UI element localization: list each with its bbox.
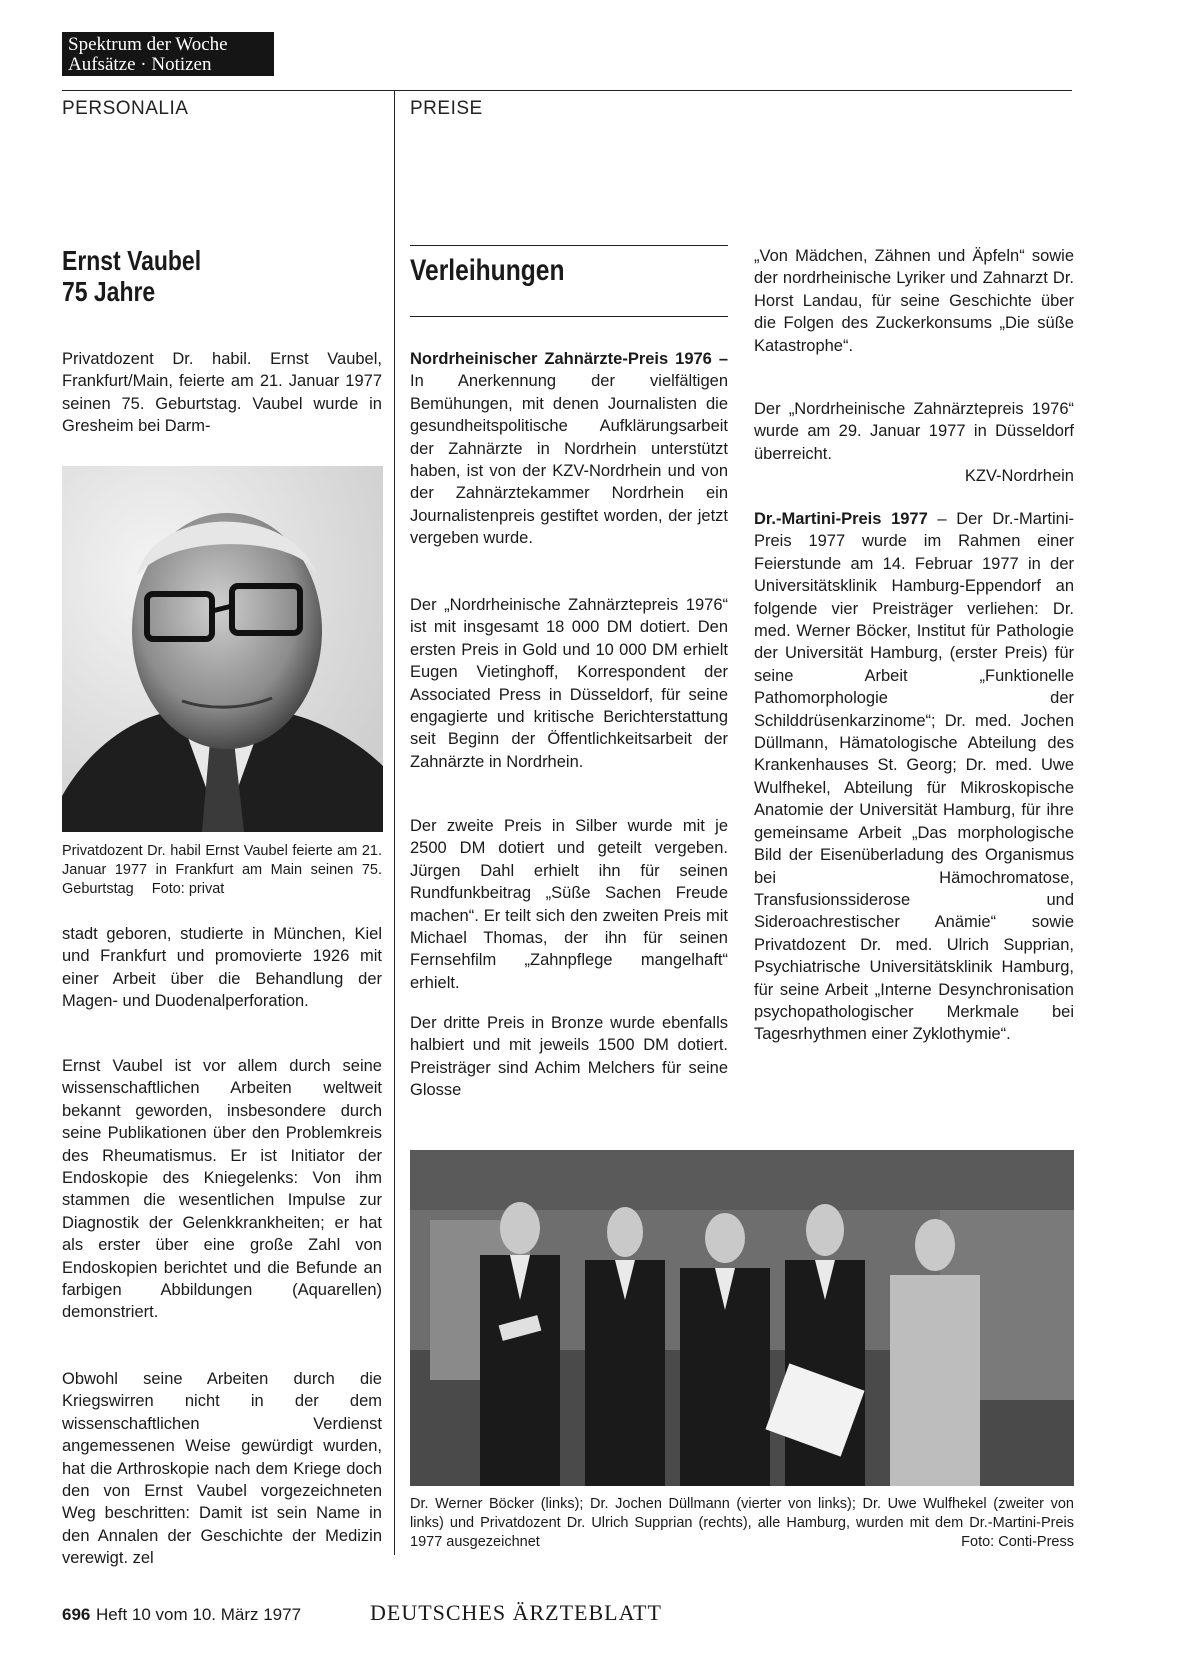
vaubel-paragraph-1: Privatdozent Dr. habil. Ernst Vaubel, Frankfurt/Main, feierte am 21. Januar 1977 seinen 75. Geburtstag. Vaubel wurde in Gresheim bei Darm- (62, 350, 382, 436)
preise-paragraph-5: „Von Mädchen, Zähnen und Äpfeln“ sowie der nordrheinische Lyriker und Zahnarzt Dr. Horst Landau, für seine Geschichte über die Folgen des Zuckerkonsums „Die süße Katastrophe“. (754, 247, 1074, 355)
preise-paragraph-3: Der zweite Preis in Silber wurde mit je 2500 DM dotiert und geteilt vergeben. Jürgen Dahl erhielt ihn für seinen Rundfunkbeitrag „Süße Sachen Freude machen“. Er teilt sich den zweiten Preis mit Michael Thomas, der ihn für seinen Fernsehfilm „Zahnpflege mangelhaft“ erhielt. (410, 817, 728, 992)
portrait-photo-credit: Foto: privat (151, 881, 225, 897)
masthead-line-1: Spektrum der Woche (68, 34, 228, 55)
preise-paragraph-1 (410, 348, 728, 550)
masthead-line-2: Aufsätze · Notizen (68, 54, 212, 75)
portrait-illustration (62, 466, 383, 832)
section-label-personalia: PERSONALIA (62, 98, 189, 119)
vaubel-paragraph-3: Ernst Vaubel ist vor allem durch seine wissenschaftlichen Arbeiten weltweit bekannt geworden, insbesondere durch seine Publikationen über den Problemkreis des Rheumatismus. Er ist Initiator der Endoskopie des Kniegelenks: Von ihm stammen die wesentlichen Impulse zur Diagnostik der Gelenkkrankheiten; er hat als erster über eine große Zahl von Endoskopien berichtet und die Befunde an farbigen Abbildungen (Aquarellen) demonstriert. (62, 1057, 382, 1322)
article-headline-verleihungen: Verleihungen (410, 254, 565, 287)
portrait-caption-text: Privatdozent Dr. habil Ernst Vaubel feierte am 21. Januar 1977 in Frankfurt am Main seinen 75. Geburtstag (62, 843, 382, 897)
group-photo-illustration (410, 1150, 1074, 1486)
author-signature: zel (132, 1549, 154, 1568)
column-divider (394, 90, 395, 1555)
headline-rule-top (410, 245, 728, 246)
headline-rule-bottom (410, 316, 728, 317)
group-photo-caption (410, 1495, 1074, 1552)
preise-paragraph-6: Der „Nordrheinische Zahnärztepreis 1976“ wurde am 29. Januar 1977 in Düsseldorf überreicht. (754, 400, 1074, 463)
masthead-box (62, 32, 274, 76)
award-text-zahnaerzte: In Anerkennung der vielfältigen Bemühungen, mit denen Journalisten die gesundheitspolitische Aufklärungsarbeit der Zahnärzte in Nordrhein unterstützt haben, ist von der KZV-Nordrhein und von der Zahnärztekammer Nordrhein ein Journalistenpreis gestiftet worden, der jetzt vergeben wurde. (410, 372, 728, 548)
vaubel-paragraph-4 (62, 1368, 382, 1570)
award-title-martini: Dr.-Martini-Preis 1977 (754, 510, 928, 528)
section-label-preise: PREISE (410, 98, 483, 119)
group-photo-martini-preis (410, 1150, 1074, 1486)
portrait-photo-vaubel (62, 466, 383, 832)
vaubel-paragraph-2: stadt geboren, studierte in München, Kiel und Frankfurt und promovierte 1926 mit einer Arbeit über die Behandlung der Magen- und Duodenalperforation. (62, 925, 382, 1011)
kzv-signature: KZV-Nordrhein (964, 467, 1074, 485)
headline-line-2: 75 Jahre (62, 276, 156, 307)
article-headline-vaubel (62, 245, 324, 307)
vaubel-paragraph-4-text: Obwohl seine Arbeiten durch die Kriegswirren nicht in der dem wissenschaftlichen Verdienst angemessenen Weise gewürdigt wurden, hat die Arthroskopie nach dem Kriege doch den von Ernst Vaubel vorgezeichneten Weg beschritten: Damit ist sein Name in den Annalen der Geschichte der Medizin verewigt. (62, 1370, 382, 1568)
preise-paragraph-4: Der dritte Preis in Bronze wurde ebenfalls halbiert und mit jeweils 1500 DM dotiert. Preisträger sind Achim Melchers für seine Glosse (410, 1014, 728, 1100)
page-number: 696 (62, 1605, 91, 1624)
group-photo-credit: Foto: Conti-Press (961, 1534, 1074, 1550)
headline-line-1: Ernst Vaubel (62, 245, 202, 276)
group-photo-caption-text: Dr. Werner Böcker (links); Dr. Jochen Düllmann (vierter von links); Dr. Uwe Wulfhekel (zweiter von links) und Privatdozent Dr. Ulrich Supprian (rechts), alle Hamburg, wurden mit dem Dr.-Martini-Preis 1977 ausgezeichnet (410, 1496, 1074, 1550)
preise-paragraph-2: Der „Nordrheinische Zahnärztepreis 1976“ ist mit insgesamt 18 000 DM dotiert. Den ersten Preis in Gold und 10 000 DM erhielt Eugen Vietinghoff, Korrespondent der Associated Press in Düsseldorf, für seine engagierte und kritische Berichterstattung seit Beginn der Öffentlichkeitsarbeit der Zahnärzte in Nordrhein. (410, 596, 728, 771)
portrait-caption (62, 842, 382, 899)
journal-name: DEUTSCHES ÄRZTEBLATT (370, 1600, 662, 1625)
preise-paragraph-martini (754, 508, 1074, 1046)
award-title-zahnaerzte: Nordrheinischer Zahnärzte-Preis 1976 – (410, 350, 728, 368)
header-rule (62, 90, 1072, 91)
award-text-martini: – Der Dr.-Martini-Preis 1977 wurde im Rahmen einer Feierstunde am 14. Februar 1977 in der Universitätsklinik Hamburg-Eppendorf an folgende vier Preisträger verliehen: Dr. med. Werner Böcker, Institut für Pathologie der Universität Hamburg, (erster Preis) für seine Arbeit „Funktionelle Pathomorphologie der Schilddrüsenkarzinome“; Dr. med. Jochen Düllmann, Hämatologische Abteilung des Krankenhauses St. Georg; Dr. med. Uwe Wulfhekel, Abteilung für Mikroskopische Anatomie der Universität Hamburg, für ihre gemeinsame Arbeit „Das morphologische Bild der Eisenüberladung des Organismus bei Hämochromatose, Transfusionssiderose und Sideroachrestischer Anämie“ sowie Privatdozent Dr. med. Ulrich Supprian, Psychiatrische Universitätsklinik Hamburg, für seine Arbeit „Interne Desynchronisation psychopathologischer Merkmale bei Tagesrhythmen einer Zyklothymie“. (754, 510, 1074, 1044)
issue-info: Heft 10 vom 10. März 1977 (96, 1605, 302, 1624)
